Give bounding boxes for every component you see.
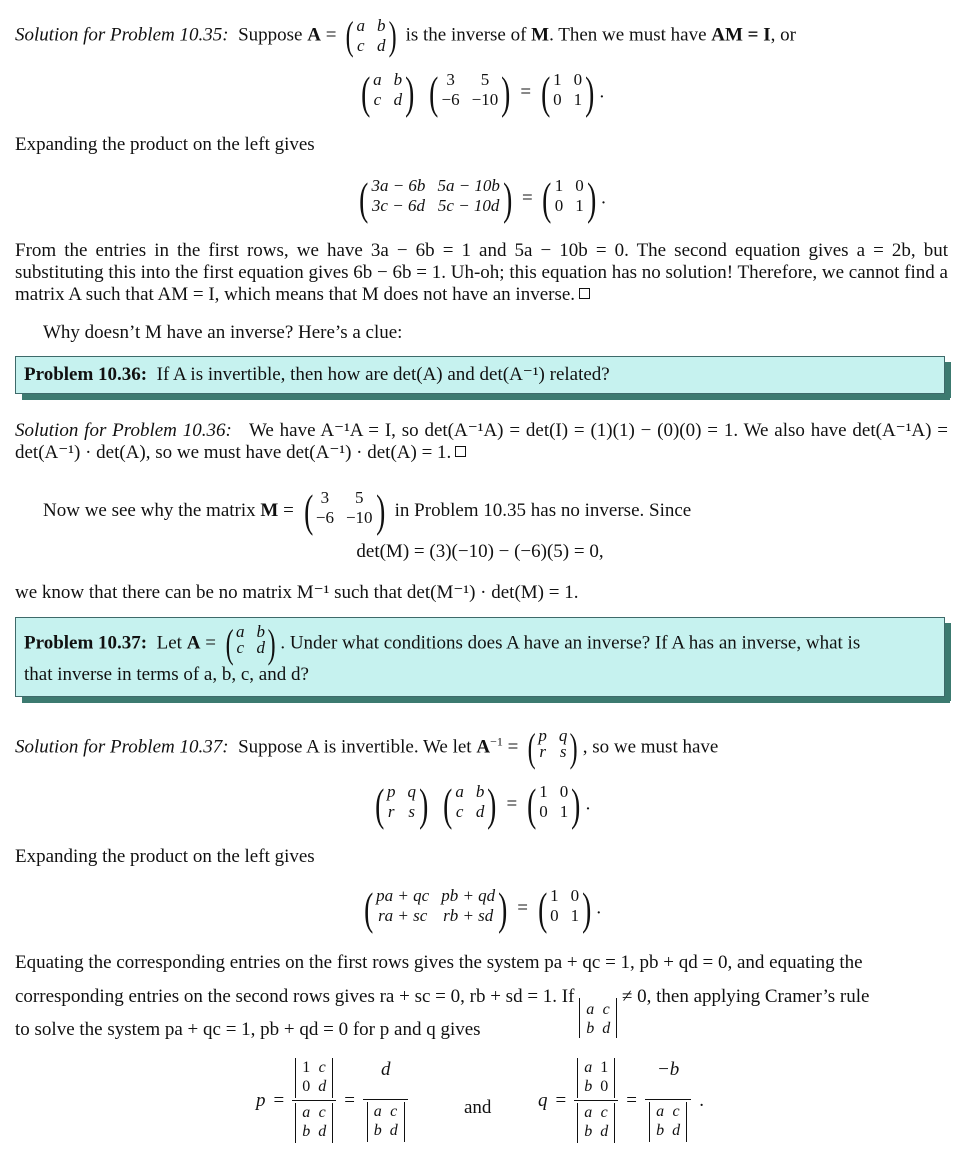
why-text: Why doesn’t M have an inverse? Here’s a clue:: [43, 322, 403, 343]
sol-1036: Solution for Problem 10.36: We have A⁻¹A = I, so det(A⁻¹A) = det(I) = (1)(1) − (0)(0) = 1. We also have det(A⁻¹A) = det(A⁻¹) · det(A), so we must have det(A⁻¹) · det(A) = 1.: [15, 420, 948, 463]
paragraph-no-solution: From the entries in the first rows, we have 3a − 6b = 1 and 5a − 10b = 0. The second equation gives a = 2b, but substituting this into the first equation gives 6b − 6b = 1. Uh-oh; this equation has no solution! Therefore, we cannot find a matrix A such that AM = I, which means that M does not have an inverse.: [15, 240, 948, 305]
equating-line-3: to solve the system pa + qc = 1, pb + qd = 0 for p and q gives: [15, 1019, 481, 1040]
equation-inverse-product: ( p q r s ) ( a b c d ) = ( 1 0 0 1 ) .: [374, 779, 591, 830]
sol-1037-intro: Solution for Problem 10.37: Suppose A is invertible. We let $A^{-1}$ = ( p q r s ) , so we must have: [15, 725, 719, 770]
now-text: Now we see why the matrix M = ( 3 5 −6 −10 ) in Problem 10.35 has no inverse. Since: [43, 485, 692, 536]
equating-line-2: corresponding entries on the second rows gives ra + sc = 0, rb + sd = 1. If a c b d ≠ 0, then applying Cramer’s rule: [15, 986, 870, 1037]
determinant-acbd: a c b d: [579, 998, 617, 1038]
problem-box-1037: Problem 10.37: Let A = ( a b c d ) . Under what conditions does A have an inverse? If A has an inverse, what is that inverse in terms of a, b, c, and d?: [15, 617, 945, 697]
know-text: we know that there can be no matrix M⁻¹ such that det(M⁻¹) · det(M) = 1.: [15, 582, 579, 603]
equation-product-2: ( pa + qc pb + qd ra + sc rb + sd ) = ( 1 0 0 1 ) .: [363, 883, 602, 934]
matrix-a: ( a b c d ): [345, 13, 397, 58]
equation-product-1: ( 3a − 6b 5a − 10b 3c − 6d 5c − 10d ) = ( 1 0 0 1 ) .: [359, 173, 606, 224]
cramer-q: q = a 1 b 0 a c b d = −b a c b d .: [538, 1058, 704, 1143]
equation-am-i: ( a b c d ) ( 3 5 −6 −10 ) = ( 1 0 0 1 ) .: [360, 67, 605, 118]
qed-square-icon: [579, 288, 590, 299]
and-word: and: [464, 1097, 492, 1118]
equating-line-1: Equating the corresponding entries on the first rows gives the system pa + qc = 1, pb + qd = 0, and equating the: [15, 952, 863, 973]
sol-1035-intro: Solution for Problem 10.35: Suppose A = ( a b c d ) is the inverse of M. Then we must have AM = I, or: [15, 13, 796, 58]
problem-box-1036: Problem 10.36: If A is invertible, then how are det(A) and det(A⁻¹) related?: [15, 356, 945, 394]
qed-square-icon: [455, 446, 466, 457]
expand-text-2: Expanding the product on the left gives: [15, 846, 315, 867]
cramer-p: p = 1 c 0 d a c b d = d a c b d: [256, 1058, 408, 1143]
expand-text-1: Expanding the product on the left gives: [15, 134, 315, 155]
equation-det-m: det(M) = (3)(−10) − (−6)(5) = 0,: [356, 541, 604, 562]
